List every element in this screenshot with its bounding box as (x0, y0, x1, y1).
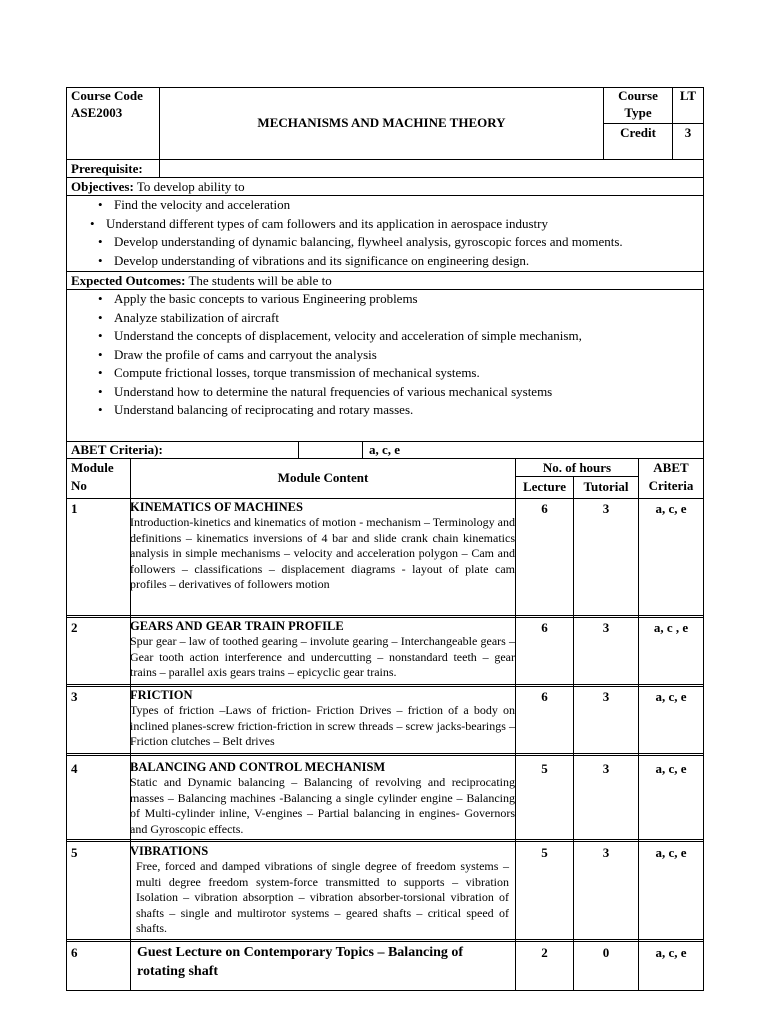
col-content-label: Module Content (277, 470, 369, 485)
module-abet: a, c, e (655, 761, 687, 776)
objectives-intro: To develop ability to (133, 179, 245, 194)
module-description: Types of friction –Laws of friction- Friction Drives – friction of a body on inclined planes-screw friction-friction in screw threads – screw jacks-bearings – Friction clutches – Belt drives (130, 703, 515, 748)
list-item: • Develop understanding of vibrations and its significance on engineering design. (98, 252, 623, 271)
module-description: Spur gear – law of toothed gearing – involute gearing – Interchangeable gears – Gear tooth action interference and undercutting – nonstandard teeth – gear trains – parallel axis gears trains – epicyclic gear trains. (130, 634, 515, 679)
list-item: • Develop understanding of dynamic balancing, flywheel analysis, gyroscopic forces and moments. (98, 233, 623, 252)
list-item: • Understand the concepts of displacement, velocity and acceleration of simple mechanism, (98, 327, 582, 346)
lecture-hours: 6 (541, 689, 548, 704)
module-no: 1 (71, 501, 78, 516)
lecture-hours: 5 (541, 845, 548, 860)
module-title: BALANCING AND CONTROL MECHANISM (130, 760, 386, 774)
module-title: VIBRATIONS (130, 844, 209, 858)
list-item: • Understand different types of cam followers and its application in aerospace industry (90, 215, 623, 234)
course-type-value: LT (679, 88, 697, 103)
lecture-hours: 6 (541, 620, 548, 635)
outcomes-heading (71, 273, 332, 289)
col-tutorial-label: Tutorial (583, 479, 629, 494)
module-no: 2 (71, 620, 78, 635)
list-item: • Find the velocity and acceleration (98, 196, 623, 215)
module-abet: a, c, e (655, 845, 687, 860)
module-content (130, 844, 515, 937)
module-abet: a, c, e (655, 501, 687, 516)
module-no: 4 (71, 761, 78, 776)
outcomes-intro: The students will be able to (185, 273, 332, 288)
tutorial-hours: 3 (602, 689, 610, 704)
abet-criteria-label: ABET Criteria): (71, 442, 163, 457)
col-hours-label: No. of hours (542, 460, 612, 475)
col-abet-label-1: ABET (653, 460, 689, 475)
course-type-label-1: Course (618, 88, 658, 103)
credit-value: 3 (684, 125, 692, 140)
objectives-label: Objectives: (71, 179, 134, 194)
course-type-label-2: Type (624, 105, 652, 120)
module-no: 6 (71, 945, 78, 960)
tutorial-hours: 0 (602, 945, 610, 960)
module-title: GEARS AND GEAR TRAIN PROFILE (130, 619, 344, 633)
module-description: Introduction-kinetics and kinematics of motion - mechanism – Terminology and definitions – kinematics inversions of 4 bar and slide crank chain kinematics analysis in simple mechanisms – velocity and acceleration polygon – Cam and followers – classifications – displacement diagrams - layout of plate cam profiles – derivatives of followers motion (130, 515, 515, 591)
module-abet: a, c, e (655, 945, 687, 960)
lecture-hours: 6 (541, 501, 548, 516)
module-content (130, 688, 515, 750)
module-abet: a, c , e (653, 620, 689, 635)
col-abet-label-2: Criteria (648, 478, 694, 493)
module-content (130, 619, 515, 681)
module-description: Static and Dynamic balancing – Balancing of revolving and reciprocating masses – Balancing machines -Balancing a single cylinder engine – Balancing of Multi-cylinder inline, V-engines – Partial balancing in engines- Governors and Gyroscopic effects. (130, 775, 515, 836)
prerequisite-label: Prerequisite: (71, 161, 143, 176)
module-no: 3 (71, 689, 78, 704)
course-code-label: Course Code (71, 88, 143, 103)
list-item: • Analyze stabilization of aircraft (98, 309, 582, 328)
list-item: • Draw the profile of cams and carryout the analysis (98, 346, 582, 365)
tutorial-hours: 3 (602, 845, 610, 860)
lecture-hours: 5 (541, 761, 548, 776)
lecture-hours: 2 (541, 945, 548, 960)
module-content (130, 500, 515, 593)
course-title: MECHANISMS AND MACHINE THEORY (257, 115, 506, 130)
abet-criteria-value: a, c, e (369, 442, 401, 457)
module-title: FRICTION (130, 688, 193, 702)
col-module-label-2: No (71, 478, 87, 493)
list-item: • Understand balancing of reciprocating and rotary masses. (98, 401, 582, 420)
module-title: Guest Lecture on Contemporary Topics – Balancing of rotating shaft (137, 945, 464, 979)
col-lecture-label: Lecture (522, 479, 567, 494)
objectives-heading (71, 179, 245, 195)
list-item: • Apply the basic concepts to various Engineering problems (98, 290, 582, 309)
module-content (130, 760, 515, 837)
tutorial-hours: 3 (602, 501, 610, 516)
col-module-label-1: Module (71, 460, 114, 475)
outcomes-list (98, 290, 582, 420)
module-abet: a, c, e (655, 689, 687, 704)
module-title: KINEMATICS OF MACHINES (130, 500, 303, 514)
objectives-list (98, 196, 623, 270)
module-description: Free, forced and damped vibrations of single degree of freedom systems – multi degree freedom system-force transmitted to supports – vibration Isolation – vibration absorption – vibration absorber-torsional vibration of shafts – single and multirotor systems – geared shafts – critical speed of shafts. (136, 859, 509, 935)
tutorial-hours: 3 (602, 620, 610, 635)
credit-label: Credit (620, 125, 656, 140)
tutorial-hours: 3 (602, 761, 610, 776)
module-no: 5 (71, 845, 78, 860)
course-code: ASE2003 (71, 105, 123, 120)
list-item: • Compute frictional losses, torque transmission of mechanical systems. (98, 364, 582, 383)
outcomes-label: Expected Outcomes: (71, 273, 186, 288)
list-item: • Understand how to determine the natural frequencies of various mechanical systems (98, 383, 582, 402)
